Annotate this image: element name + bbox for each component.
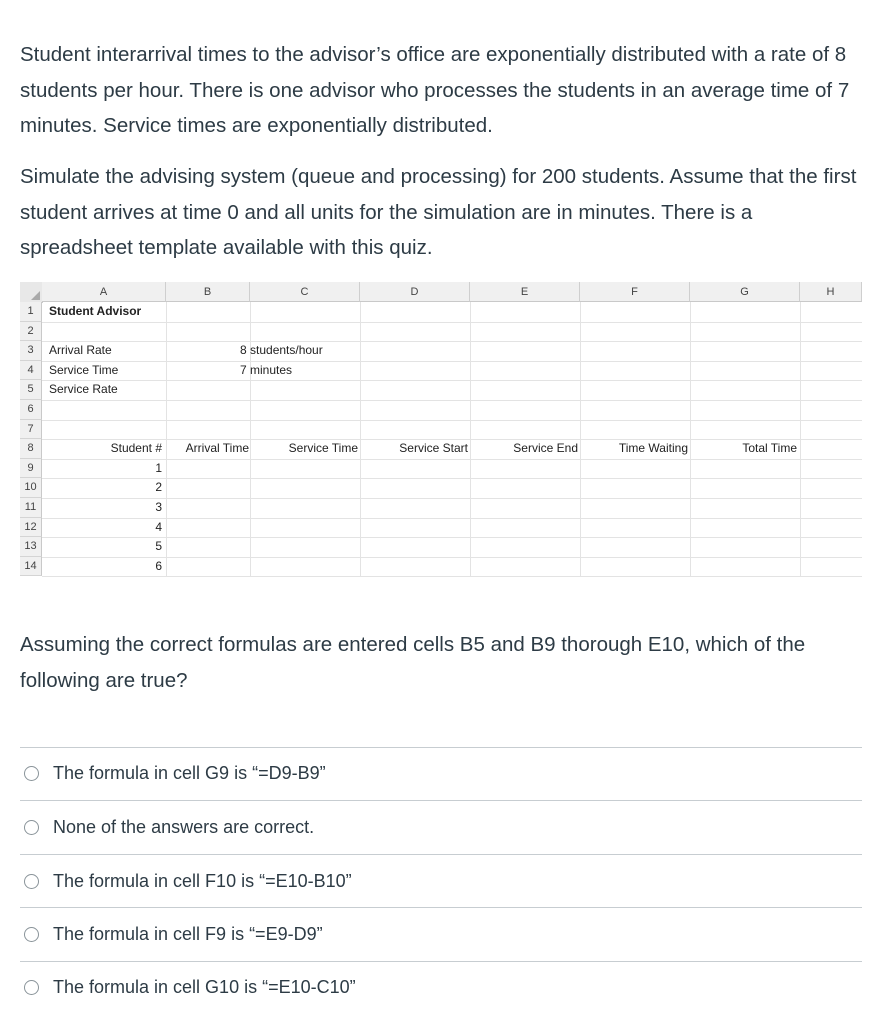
- header-arrival-time: Arrival Time: [185, 441, 249, 456]
- answer-option-4[interactable]: [24, 919, 323, 949]
- row-header-5: 5: [20, 380, 42, 400]
- row-header-12: 12: [20, 518, 42, 538]
- cell-student-1: 1: [155, 460, 162, 475]
- grid-line: [42, 459, 862, 460]
- grid-line: [42, 380, 862, 381]
- row-header-1: 1: [20, 302, 42, 322]
- row-header-4: 4: [20, 361, 42, 381]
- row-header-10: 10: [20, 478, 42, 498]
- radio-button[interactable]: [24, 766, 39, 781]
- cell-a1: Student Advisor: [49, 304, 142, 318]
- column-header-c: C: [250, 282, 360, 302]
- cell-student-3: 3: [155, 500, 162, 514]
- grid-line: [42, 557, 862, 558]
- grid-line: [42, 361, 862, 362]
- answer-option-label: None of the answers are correct.: [53, 816, 315, 837]
- header-service-end: Service End: [513, 441, 578, 456]
- grid-line: [42, 341, 862, 342]
- row-header-9: 9: [20, 459, 42, 479]
- row-header-2: 2: [20, 322, 42, 342]
- question-paragraph-1: Student interarrival times to the advisor’s office are exponentially distributed with a rate of 8 students per hour. There is one advisor who processes the students in an average time of 7 minutes. Service times are exponentially distributed.: [20, 43, 850, 137]
- column-header-b: B: [166, 282, 250, 302]
- answer-option-label: The formula in cell F10 is “=E10-B10”: [53, 870, 352, 891]
- radio-button[interactable]: [24, 927, 39, 942]
- radio-button[interactable]: [24, 820, 39, 835]
- cell-a5: Service Rate: [49, 382, 118, 397]
- column-header-e: E: [470, 282, 580, 302]
- header-service-time: Service Time: [288, 441, 358, 456]
- header-time-waiting: Time Waiting: [618, 441, 688, 456]
- answer-option-3[interactable]: [24, 866, 352, 896]
- column-header-h: H: [800, 282, 862, 302]
- row-header-6: 6: [20, 400, 42, 420]
- grid-line: [42, 518, 862, 519]
- radio-button[interactable]: [24, 874, 39, 889]
- row-header-8: 8: [20, 439, 42, 459]
- cell-a3: Arrival Rate: [49, 343, 112, 358]
- question-prompt: Assuming the correct formulas are entered cells B5 and B9 thorough E10, which of the following are true?: [20, 633, 806, 692]
- grid-line: [42, 322, 862, 323]
- cell-a4: Service Time: [49, 362, 119, 377]
- answer-option-2[interactable]: [24, 812, 314, 842]
- spreadsheet-image: [20, 282, 862, 577]
- column-header-g: G: [690, 282, 800, 302]
- row-header-14: 14: [20, 557, 42, 577]
- grid-line: [42, 478, 862, 479]
- radio-button[interactable]: [24, 980, 39, 995]
- cell-b4: 7 minutes: [240, 362, 293, 377]
- answer-option-5[interactable]: [24, 972, 356, 1002]
- cell-student-2: 2: [155, 480, 162, 495]
- header-service-start: Service Start: [399, 441, 468, 456]
- question-paragraph-2: Simulate the advising system (queue and processing) for 200 students. Assume that the first student arrives at time 0 and all units for the simulation are in minutes. There is a spreadsheet template available with this quiz.: [20, 165, 857, 259]
- grid-line: [42, 537, 862, 538]
- header-student-number: Student #: [110, 441, 162, 456]
- grid-line: [42, 420, 862, 421]
- option-divider: [20, 800, 862, 801]
- answer-option-label: The formula in cell G10 is “=E10-C10”: [53, 976, 356, 997]
- answer-option-1[interactable]: [24, 758, 326, 788]
- grid-line: [42, 400, 862, 401]
- cell-student-5: 5: [155, 539, 162, 554]
- option-divider: [20, 854, 862, 855]
- cell-student-4: 4: [155, 519, 162, 534]
- option-divider: [20, 747, 862, 748]
- cell-student-6: 6: [155, 558, 162, 573]
- cell-b3: 8 students/hour: [240, 343, 323, 358]
- answer-option-label: The formula in cell G9 is “=D9-B9”: [53, 762, 326, 783]
- row-header-11: 11: [20, 498, 42, 518]
- column-header-d: D: [360, 282, 470, 302]
- column-header-a: A: [42, 282, 166, 302]
- select-all-corner: [20, 282, 43, 303]
- row-header-3: 3: [20, 341, 42, 361]
- grid-line: [42, 498, 862, 499]
- option-divider: [20, 961, 862, 962]
- column-header-f: F: [580, 282, 690, 302]
- row-header-7: 7: [20, 420, 42, 440]
- answer-option-label: The formula in cell F9 is “=E9-D9”: [53, 923, 323, 944]
- option-divider: [20, 907, 862, 908]
- header-total-time: Total Time: [742, 441, 797, 456]
- row-header-13: 13: [20, 537, 42, 557]
- grid-line: [42, 576, 862, 577]
